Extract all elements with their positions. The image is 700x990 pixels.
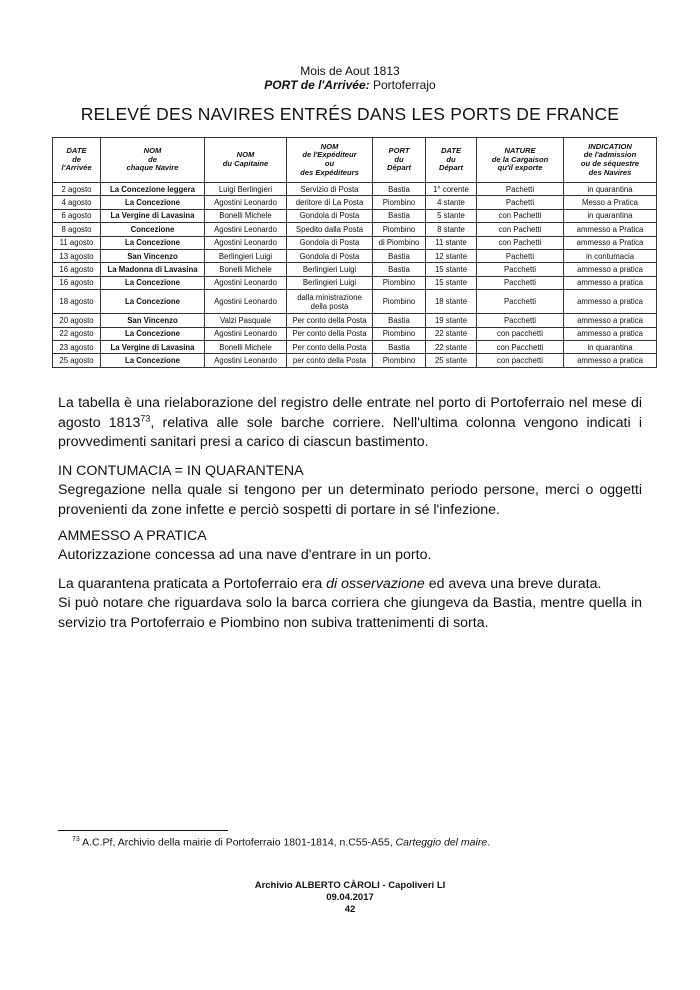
page-title: RELEVÉ DES NAVIRES ENTRÉS DANS LES PORTS DE FRANCE (80, 104, 620, 124)
cell-arrival-date: 13 agosto (53, 249, 101, 262)
cell-sender: Per conto della Posta (287, 340, 373, 353)
cell-cargo: con pacchetti (477, 354, 564, 367)
table-row (53, 183, 657, 196)
cell-sender: Berlingieri Luigi (287, 276, 373, 289)
cell-departure-date: 25 stante (426, 354, 477, 367)
cell-arrival-date: 6 agosto (53, 209, 101, 222)
cell-departure-port: Piombino (373, 276, 426, 289)
intro-text-a: La tabella è una rielaborazione del registro delle entrate nel porto di Portoferraio nel mese di agosto 1813 (58, 395, 642, 431)
cell-cargo: con pacchetti (477, 327, 564, 340)
cell-departure-port: Bastia (373, 314, 426, 327)
cell-captain: Agostini Leonardo (205, 236, 287, 249)
cell-admission: ammesso a pratica (564, 290, 657, 314)
month-line: Mois de Aout 1813 (300, 64, 400, 78)
table-row (53, 354, 657, 367)
cell-admission: ammesso a pratica (564, 327, 657, 340)
cell-ship-name: La Vergine di Lavasina (101, 340, 205, 353)
cell-sender: Per conto della Posta (287, 327, 373, 340)
cell-departure-port: Piombino (373, 223, 426, 236)
table-row (53, 290, 657, 314)
port-value: Portoferrajo (372, 78, 436, 92)
cell-admission: ammesso a pratica (564, 276, 657, 289)
cell-cargo: Pacchetti (477, 276, 564, 289)
cell-ship-name: La Concezione (101, 354, 205, 367)
cell-departure-date: 15 stante (426, 263, 477, 276)
cell-cargo: con Pachetti (477, 209, 564, 222)
archive-date: 09.04.2017 (326, 892, 374, 903)
cell-departure-port: Piombino (373, 290, 426, 314)
conclusion-paragraph: Si può notare che riguardava solo la barca corriera che giungeva da Bastia, mentre quella in servizio tra Portoferraio e Piombino non subiva trattenimenti di sorta. (58, 595, 642, 631)
cell-sender: Spedito dalla Posta (287, 223, 373, 236)
col-header-admission: INDICATION de l'admission ou de séquestre des Navires (564, 138, 657, 183)
port-line (0, 78, 700, 92)
cell-ship-name: La Madonna di Lavasina (101, 263, 205, 276)
cell-ship-name: La Concezione (101, 236, 205, 249)
table-row (53, 263, 657, 276)
cell-departure-port: Piombino (373, 354, 426, 367)
cell-sender: deritore di La Posta (287, 196, 373, 209)
cell-departure-date: 1° corente (426, 183, 477, 196)
intro-paragraph (58, 394, 642, 453)
cell-sender: Servizio di Posta (287, 183, 373, 196)
cell-captain: Agostini Leonardo (205, 327, 287, 340)
cell-arrival-date: 4 agosto (53, 196, 101, 209)
cell-ship-name: San Vincenzo (101, 249, 205, 262)
table-row (53, 314, 657, 327)
cell-sender: Gondola di Posta (287, 236, 373, 249)
cell-departure-port: di Piombino (373, 236, 426, 249)
cell-arrival-date: 23 agosto (53, 340, 101, 353)
cell-departure-date: 22 stante (426, 340, 477, 353)
cell-captain: Valzi Pasquale (205, 314, 287, 327)
cell-sender: dalla ministrazione della posta (287, 290, 373, 314)
table-body (53, 183, 657, 368)
cell-captain: Bonelli Michele (205, 340, 287, 353)
col-header-arrival-date: DATE de l'Arrivée (53, 138, 101, 183)
cell-cargo: Pachetti (477, 249, 564, 262)
cell-departure-date: 5 stante (426, 209, 477, 222)
col-header-sender: NOM de l'Expéditeur ou des Expéditeurs (287, 138, 373, 183)
footnote-text-a: A.C.Pf, Archivio della mairie di Portoferraio 1801-1814, n.C55-A55, (79, 836, 396, 849)
cell-departure-port: Bastia (373, 263, 426, 276)
cell-arrival-date: 25 agosto (53, 354, 101, 367)
cell-arrival-date: 16 agosto (53, 276, 101, 289)
cell-admission: Messo a Pratica (564, 196, 657, 209)
table-row (53, 223, 657, 236)
cell-admission: in contumacia (564, 249, 657, 262)
cell-captain: Agostini Leonardo (205, 354, 287, 367)
cell-captain: Bonelli Michele (205, 263, 287, 276)
cell-sender: per conto della Posta (287, 354, 373, 367)
cell-ship-name: La Concezione leggera (101, 183, 205, 196)
table-row (53, 340, 657, 353)
heading-contumacia: IN CONTUMACIA = IN QUARANTENA (58, 463, 304, 479)
footnote-ref: 73 (140, 412, 151, 423)
cell-cargo: con Pachetti (477, 223, 564, 236)
footnote (72, 836, 490, 849)
cell-arrival-date: 8 agosto (53, 223, 101, 236)
cell-sender: Gondola di Posta (287, 249, 373, 262)
cell-departure-date: 18 stante (426, 290, 477, 314)
cell-captain: Bonelli Michele (205, 209, 287, 222)
cell-arrival-date: 20 agosto (53, 314, 101, 327)
table-row (53, 249, 657, 262)
col-header-captain: NOM du Capitaine (205, 138, 287, 183)
cell-captain: Berlingieri Luigi (205, 249, 287, 262)
cell-admission: in quarantina (564, 183, 657, 196)
quarantine-text-b: ed aveva una breve durata. (424, 576, 602, 592)
quarantine-emphasis: di osservazione (326, 576, 425, 592)
cell-arrival-date: 11 agosto (53, 236, 101, 249)
port-label: PORT de l'Arrivée: (264, 78, 370, 92)
cell-sender: Per conto della Posta (287, 314, 373, 327)
cell-admission: ammesso a pratica (564, 263, 657, 276)
cell-cargo: Pacchetti (477, 263, 564, 276)
cell-departure-date: 11 stante (426, 236, 477, 249)
cell-departure-date: 12 stante (426, 249, 477, 262)
cell-captain: Luigi Berlingieri (205, 183, 287, 196)
footnote-number: 73 (72, 836, 80, 843)
cell-ship-name: La Concezione (101, 196, 205, 209)
ships-table (52, 137, 657, 368)
cell-admission: ammesso a pratica (564, 354, 657, 367)
cell-cargo: Pachetti (477, 196, 564, 209)
cell-ship-name: La Concezione (101, 276, 205, 289)
cell-admission: in quarantina (564, 209, 657, 222)
cell-admission: ammesso a Pratica (564, 223, 657, 236)
cell-departure-date: 19 stante (426, 314, 477, 327)
cell-ship-name: San Vincenzo (101, 314, 205, 327)
cell-arrival-date: 22 agosto (53, 327, 101, 340)
table-row (53, 209, 657, 222)
cell-arrival-date: 18 agosto (53, 290, 101, 314)
page-number: 42 (344, 904, 356, 915)
col-header-departure-port: PORT du Départ (373, 138, 426, 183)
cell-ship-name: La Concezione (101, 327, 205, 340)
cell-admission: ammesso a pratica (564, 314, 657, 327)
footnote-emphasis: Carteggio del maire (395, 836, 488, 849)
intro-text-b: , relativa alle sole barche corriere. Nell'ultima colonna vengono indicati i provvedimenti sanitari presi a carico di ciascun bastimento. (58, 414, 642, 450)
contumacia-definition: Segregazione nella quale si tengono per un determinato periodo persone, merci o oggetti provenienti da zone infette e perciò sospetti di portare in sé l'infezione. (58, 482, 642, 518)
cell-admission: in quarantina (564, 340, 657, 353)
footnote-text-b: . (487, 836, 491, 849)
cell-captain: Agostini Leonardo (205, 290, 287, 314)
table-row (53, 236, 657, 249)
cell-departure-port: Piombino (373, 327, 426, 340)
cell-departure-date: 22 stante (426, 327, 477, 340)
col-header-ship-name: NOM de chaque Navire (101, 138, 205, 183)
cell-captain: Agostini Leonardo (205, 196, 287, 209)
quarantine-paragraph (58, 575, 642, 595)
cell-departure-date: 15 stante (426, 276, 477, 289)
cell-ship-name: Concezione (101, 223, 205, 236)
cell-departure-port: Bastia (373, 183, 426, 196)
cell-arrival-date: 2 agosto (53, 183, 101, 196)
cell-departure-date: 8 stante (426, 223, 477, 236)
cell-ship-name: La Concezione (101, 290, 205, 314)
cell-cargo: con Pachetti (477, 236, 564, 249)
cell-ship-name: La Vergine di Lavasina (101, 209, 205, 222)
pratica-definition: Autorizzazione concessa ad una nave d'entrare in un porto. (58, 547, 432, 563)
table-row (53, 196, 657, 209)
cell-sender: Berlingieri Luigi (287, 263, 373, 276)
col-header-departure-date: DATE du Départ (426, 138, 477, 183)
cell-departure-port: Bastia (373, 340, 426, 353)
cell-departure-port: Bastia (373, 249, 426, 262)
cell-cargo: Pacchetti (477, 314, 564, 327)
cell-arrival-date: 16 agosto (53, 263, 101, 276)
cell-cargo: Pacchetti (477, 290, 564, 314)
cell-departure-port: Bastia (373, 209, 426, 222)
table-header-row (53, 138, 657, 183)
cell-captain: Agostini Leonardo (205, 223, 287, 236)
cell-departure-port: Piombino (373, 196, 426, 209)
col-header-cargo: NATURE de la Cargaison qu'il exporte (477, 138, 564, 183)
cell-cargo: con Pacchetti (477, 340, 564, 353)
table-row (53, 327, 657, 340)
cell-captain: Agostini Leonardo (205, 276, 287, 289)
cell-departure-date: 4 stante (426, 196, 477, 209)
footnote-divider (58, 830, 228, 831)
archive-credit: Archivio ALBERTO CÀROLI - Capoliveri LI (254, 880, 446, 891)
quarantine-text-a: La quarantena praticata a Portoferraio era (58, 576, 327, 592)
heading-pratica: AMMESSO A PRATICA (58, 528, 207, 544)
table-row (53, 276, 657, 289)
cell-cargo: Pachetti (477, 183, 564, 196)
cell-sender: Gondola di Posta (287, 209, 373, 222)
cell-admission: ammesso a Pratica (564, 236, 657, 249)
